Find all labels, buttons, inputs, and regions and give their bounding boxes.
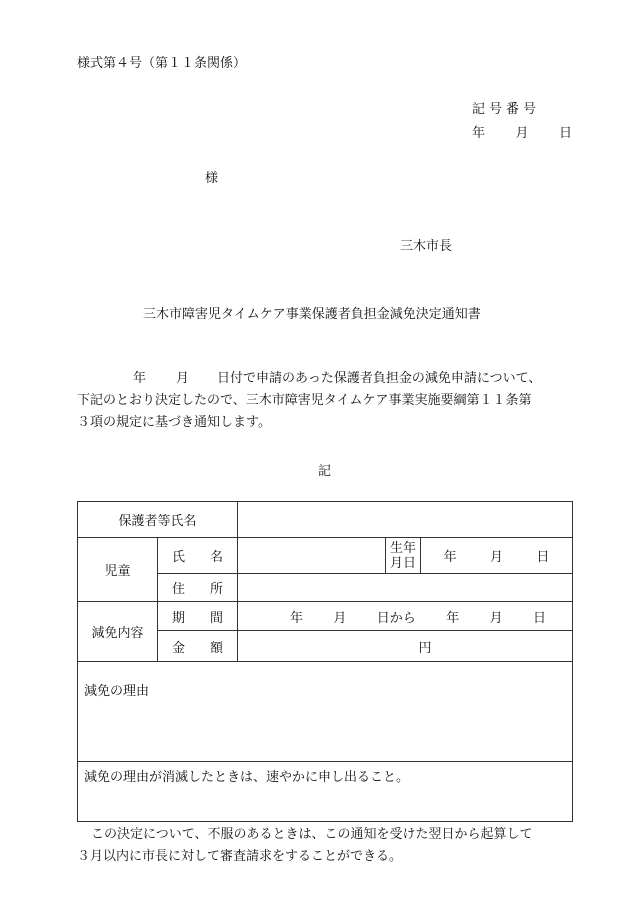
period-label: 期 間	[158, 602, 238, 631]
exemption-content-label: 減免内容	[78, 602, 158, 662]
notice-row	[78, 762, 573, 822]
reason-label: 減免の理由	[84, 684, 150, 699]
body-year: 年	[133, 371, 147, 386]
body-line-1-rest: 日付で申請のあった保護者負担金の減免申請について、	[217, 371, 542, 386]
guardian-name-field[interactable]	[238, 502, 573, 538]
body-line-3: ３項の規定に基づき通知します。	[77, 415, 271, 430]
body-text	[77, 368, 577, 434]
issue-year-label: 年	[472, 126, 486, 141]
issue-date	[472, 122, 572, 141]
child-name-row	[78, 538, 573, 574]
period-row	[78, 602, 573, 631]
ki-heading: 記	[318, 464, 332, 479]
period-field[interactable]: 年 月 日から 年 月 日	[238, 602, 573, 631]
footer-line-2: ３月以内に市長に対して審査請求をすることができる。	[77, 849, 403, 864]
guardian-row	[78, 502, 573, 538]
child-label: 児童	[78, 538, 158, 602]
birthdate-field[interactable]: 年 月 日	[421, 538, 573, 574]
issuer: 三木市長	[400, 239, 453, 254]
body-month: 月	[176, 371, 190, 386]
issue-day-label: 日	[558, 126, 572, 141]
reference-number-label: 記号番号	[472, 102, 541, 117]
child-name-field[interactable]	[238, 538, 386, 574]
exemption-table	[77, 501, 573, 822]
notice-cell	[78, 762, 573, 822]
recipient-suffix: 様	[205, 171, 219, 186]
body-line-1	[77, 368, 577, 390]
birthdate-label: 生年 月日	[386, 538, 421, 574]
form-id: 様式第４号（第１１条関係）	[77, 56, 247, 71]
address-field[interactable]	[238, 574, 573, 602]
address-label: 住 所	[158, 574, 238, 602]
guardian-name-label: 保護者等氏名	[78, 502, 238, 538]
notice-text: 減免の理由が消滅したときは、速やかに申し出ること。	[84, 770, 410, 785]
reason-field[interactable]	[78, 662, 573, 762]
document-title: 三木市障害児タイムケア事業保護者負担金減免決定通知書	[143, 307, 481, 322]
footer-line-1: この決定について、不服のあるときは、この通知を受けた翌日から起算して	[91, 827, 533, 842]
body-line-2: 下記のとおり決定したので、三木市障害児タイムケア事業実施要綱第１１条第	[77, 393, 532, 408]
issue-month-label: 月	[515, 126, 529, 141]
amount-label: 金 額	[158, 631, 238, 662]
footer-text	[77, 824, 577, 868]
name-label: 氏 名	[158, 538, 238, 574]
amount-field[interactable]: 円	[238, 631, 573, 662]
reason-row	[78, 662, 573, 762]
